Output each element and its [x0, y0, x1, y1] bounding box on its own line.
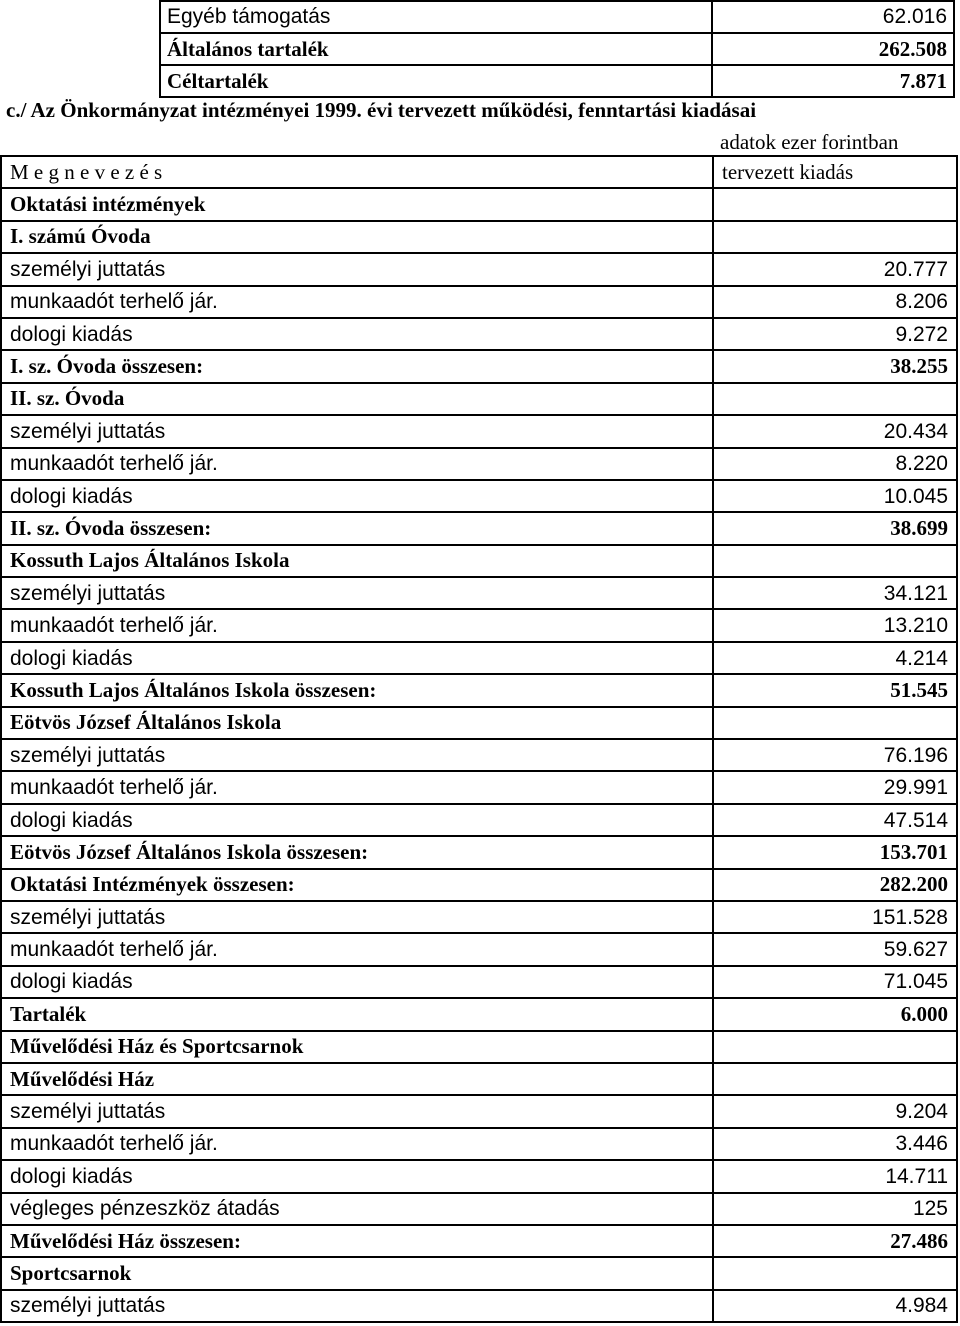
table-row — [1, 674, 957, 706]
table-row — [1, 188, 957, 220]
row-value — [713, 383, 957, 415]
row-label: személyi juttatás — [1, 253, 713, 285]
table-row — [1, 448, 957, 480]
row-label: II. sz. Óvoda összesen: — [1, 512, 713, 544]
row-label: munkaadót terhelő jár. — [1, 771, 713, 803]
table-row — [1, 836, 957, 868]
row-value: 13.210 — [713, 609, 957, 641]
section-caption: c./ Az Önkormányzat intézményei 1999. évi tervezett működési, fenntartási kiadásai — [6, 98, 757, 122]
row-value — [713, 707, 957, 739]
row-value: 20.777 — [713, 253, 957, 285]
row-label: Kossuth Lajos Általános Iskola — [1, 545, 713, 577]
top-row — [0, 1, 954, 33]
row-value: 71.045 — [713, 966, 957, 998]
row-label: dologi kiadás — [1, 642, 713, 674]
header-value-cell: tervezett kiadás — [713, 156, 957, 188]
table-row — [1, 1128, 957, 1160]
table-row — [1, 1257, 957, 1289]
row-label: személyi juttatás — [1, 577, 713, 609]
table-row — [1, 512, 957, 544]
spacer-cell — [0, 65, 160, 97]
row-label: személyi juttatás — [1, 415, 713, 447]
row-value: 6.000 — [713, 998, 957, 1030]
table-header-row — [1, 156, 957, 188]
row-value: 8.206 — [713, 286, 957, 318]
row-value: 59.627 — [713, 933, 957, 965]
row-label: dologi kiadás — [1, 318, 713, 350]
row-label: dologi kiadás — [1, 966, 713, 998]
top-row-value: 7.871 — [712, 65, 954, 97]
row-label: I. számú Óvoda — [1, 221, 713, 253]
row-value — [713, 545, 957, 577]
row-label: munkaadót terhelő jár. — [1, 286, 713, 318]
top-row-value: 262.508 — [712, 33, 954, 65]
table-row — [1, 1095, 957, 1127]
row-label: személyi juttatás — [1, 1095, 713, 1127]
table-row — [1, 286, 957, 318]
row-label: munkaadót terhelő jár. — [1, 933, 713, 965]
spacer-cell — [0, 1, 160, 33]
table-row — [1, 1160, 957, 1192]
row-value — [713, 1063, 957, 1095]
table-row — [1, 1031, 957, 1063]
row-value: 47.514 — [713, 804, 957, 836]
row-value: 29.991 — [713, 771, 957, 803]
table-row — [1, 933, 957, 965]
table-row — [1, 642, 957, 674]
table-row — [1, 609, 957, 641]
row-label: Művelődési Ház összesen: — [1, 1225, 713, 1257]
row-label: Művelődési Ház — [1, 1063, 713, 1095]
row-value: 34.121 — [713, 577, 957, 609]
row-value: 151.528 — [713, 901, 957, 933]
table-row — [1, 998, 957, 1030]
row-label: Eötvös József Általános Iskola — [1, 707, 713, 739]
top-row — [0, 33, 954, 65]
table-row — [1, 1225, 957, 1257]
row-value: 14.711 — [713, 1160, 957, 1192]
table-row — [1, 221, 957, 253]
table-row — [1, 1063, 957, 1095]
top-summary-table — [0, 0, 955, 98]
row-label: személyi juttatás — [1, 901, 713, 933]
row-value: 282.200 — [713, 869, 957, 901]
table-row — [1, 869, 957, 901]
row-label: Oktatási Intézmények összesen: — [1, 869, 713, 901]
table-row — [1, 545, 957, 577]
row-label: munkaadót terhelő jár. — [1, 609, 713, 641]
row-value — [713, 221, 957, 253]
row-label: személyi juttatás — [1, 739, 713, 771]
table-row — [1, 318, 957, 350]
row-value: 4.984 — [713, 1290, 957, 1322]
row-label: Művelődési Ház és Sportcsarnok — [1, 1031, 713, 1063]
row-value: 76.196 — [713, 739, 957, 771]
row-label: Eötvös József Általános Iskola összesen: — [1, 836, 713, 868]
row-label: Oktatási intézmények — [1, 188, 713, 220]
table-row — [1, 1193, 957, 1225]
row-value: 153.701 — [713, 836, 957, 868]
table-row — [1, 804, 957, 836]
row-label: végleges pénzeszköz átadás — [1, 1193, 713, 1225]
table-row — [1, 771, 957, 803]
row-label: dologi kiadás — [1, 1160, 713, 1192]
row-value: 20.434 — [713, 415, 957, 447]
row-label: dologi kiadás — [1, 480, 713, 512]
table-row — [1, 383, 957, 415]
row-label: II. sz. Óvoda — [1, 383, 713, 415]
row-label: Kossuth Lajos Általános Iskola összesen: — [1, 674, 713, 706]
table-row — [1, 707, 957, 739]
row-value: 9.272 — [713, 318, 957, 350]
row-value — [713, 1031, 957, 1063]
top-row-label: Céltartalék — [160, 65, 712, 97]
top-row-label: Általános tartalék — [160, 33, 712, 65]
top-row-value: 62.016 — [712, 1, 954, 33]
row-value: 38.699 — [713, 512, 957, 544]
row-value: 38.255 — [713, 350, 957, 382]
row-value: 4.214 — [713, 642, 957, 674]
row-label: Tartalék — [1, 998, 713, 1030]
row-value: 3.446 — [713, 1128, 957, 1160]
table-row — [1, 350, 957, 382]
table-row — [1, 415, 957, 447]
row-value: 10.045 — [713, 480, 957, 512]
row-label: Sportcsarnok — [1, 1257, 713, 1289]
row-value: 8.220 — [713, 448, 957, 480]
header-name-cell: M e g n e v e z é s — [1, 156, 713, 188]
table-row — [1, 966, 957, 998]
row-value: 125 — [713, 1193, 957, 1225]
row-label: munkaadót terhelő jár. — [1, 448, 713, 480]
row-value — [713, 1257, 957, 1289]
table-row — [1, 253, 957, 285]
row-value: 51.545 — [713, 674, 957, 706]
spacer-cell — [0, 33, 160, 65]
top-row — [0, 65, 954, 97]
row-label: munkaadót terhelő jár. — [1, 1128, 713, 1160]
row-label: dologi kiadás — [1, 804, 713, 836]
table-row — [1, 739, 957, 771]
row-label: személyi juttatás — [1, 1290, 713, 1322]
table-row — [1, 577, 957, 609]
table-row — [1, 901, 957, 933]
expenditure-table — [0, 155, 958, 1323]
table-row — [1, 1290, 957, 1322]
row-value — [713, 188, 957, 220]
table-row — [1, 480, 957, 512]
unit-note: adatok ezer forintban — [720, 130, 899, 154]
row-label: I. sz. Óvoda összesen: — [1, 350, 713, 382]
row-value: 27.486 — [713, 1225, 957, 1257]
row-value: 9.204 — [713, 1095, 957, 1127]
top-row-label: Egyéb támogatás — [160, 1, 712, 33]
